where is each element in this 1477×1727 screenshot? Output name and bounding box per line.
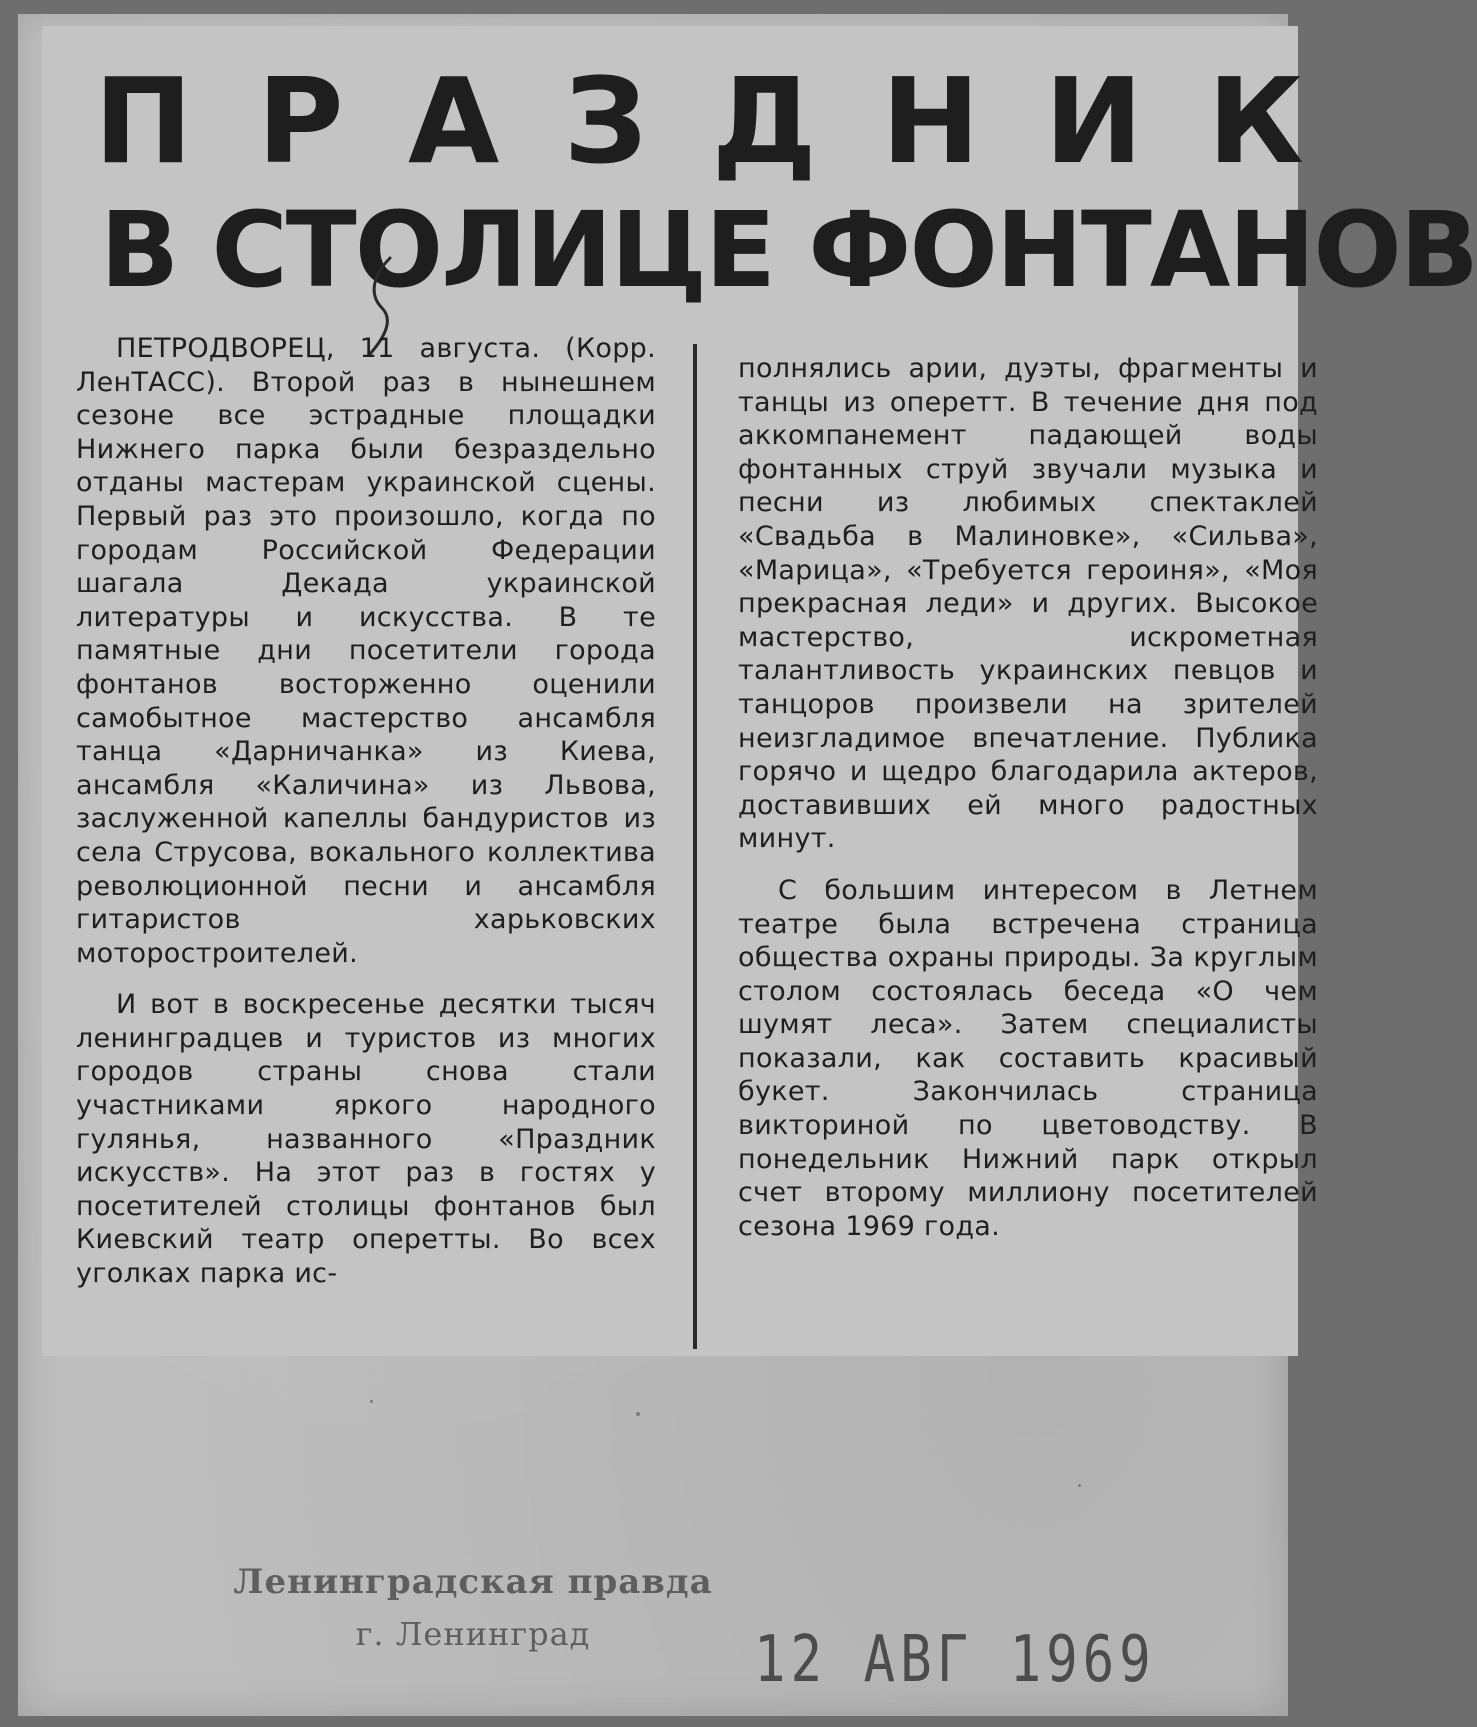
paper-speck: [636, 1412, 640, 1416]
article-paragraph: И вот в воскресенье десятки тысяч ленинградцев и туристов из многих городов страны снова стали участниками яркого народного гулянья, названного «Праздник искусств». На этот раз в гостях у посетителей столицы фонтанов был Киевский театр оперетты. Во всех уголках парка ис-: [76, 989, 656, 1290]
headline-letter: И: [1044, 52, 1144, 190]
paper-speck: [370, 1400, 373, 1403]
headline-letter: З: [563, 52, 648, 190]
headline-letter: Д: [711, 52, 817, 190]
article-paragraph: С большим интересом в Летнем театре была встречена страница общества охраны природы. За круглым столом состоялась беседа «О чем шумят леса». Затем специалисты показали, как составить красивый букет. Закончилась страница викториной по цветоводству. В понедельник Нижний парк открыл счет второму миллиону посетителей сезона 1969 года.: [738, 874, 1318, 1242]
stamp-publication: Ленинградская правда: [233, 1562, 713, 1602]
headline-letter: К: [1207, 52, 1304, 190]
article-paragraph: полнялись арии, дуэты, фрагменты и танцы из оперетт. В течение дня под аккомпанемент падающей воды фонтанных струй звучали музыка и песни из любимых спектаклей «Свадьба в Малиновке», «Сильва», «Марица», «Требуется героиня», «Моя прекрасная леди» и других. Высокое мастерство, искрометная талантливость украинских певцов и танцоров произвели на зрителей неизгладимое впечатление. Публика горячо и щедро благодарила актеров, доставивших ей много радостных минут.: [738, 353, 1318, 855]
column-divider: [693, 344, 697, 1349]
publication-stamp: [223, 1560, 723, 1664]
date-stamp: 12 АВГ 1969: [754, 1623, 1156, 1697]
headline-line-1: [94, 52, 1304, 190]
stamp-city: г. Ленинград: [355, 1615, 591, 1653]
archive-sheet: [18, 14, 1477, 1716]
article-paragraph: ПЕТРОДВОРЕЦ, 11 августа. (Корр. ЛенТАСС). Второй раз в нынешнем сезоне все эстрадные площадки Нижнего парка были безраздельно отданы мастерам украинской сцены. Первый раз это произошло, когда по городам Российской Федерации шагала Декада украинской литературы и искусства. В те памятные дни посетители города фонтанов восторженно оценили самобытное мастерство ансамбля танца «Дарничанка» из Киева, ансамбля «Каличина» из Львова, заслуженной капеллы бандуристов из села Струсова, вокального коллектива революционной песни и ансамбля гитаристов харьковских моторостроителей.: [76, 333, 656, 969]
article-column-left: [76, 332, 656, 1309]
article-column-right: [738, 352, 1318, 1261]
headline-letter: А: [407, 52, 500, 190]
newspaper-clipping: [42, 26, 1477, 1356]
headline-letter: Р: [257, 52, 344, 190]
headline-letter: Н: [881, 52, 980, 190]
headline-line-2: В СТОЛИЦЕ ФОНТАНОВ: [100, 189, 1477, 311]
headline-letter: П: [94, 52, 193, 190]
paper-speck: [1078, 1484, 1081, 1487]
